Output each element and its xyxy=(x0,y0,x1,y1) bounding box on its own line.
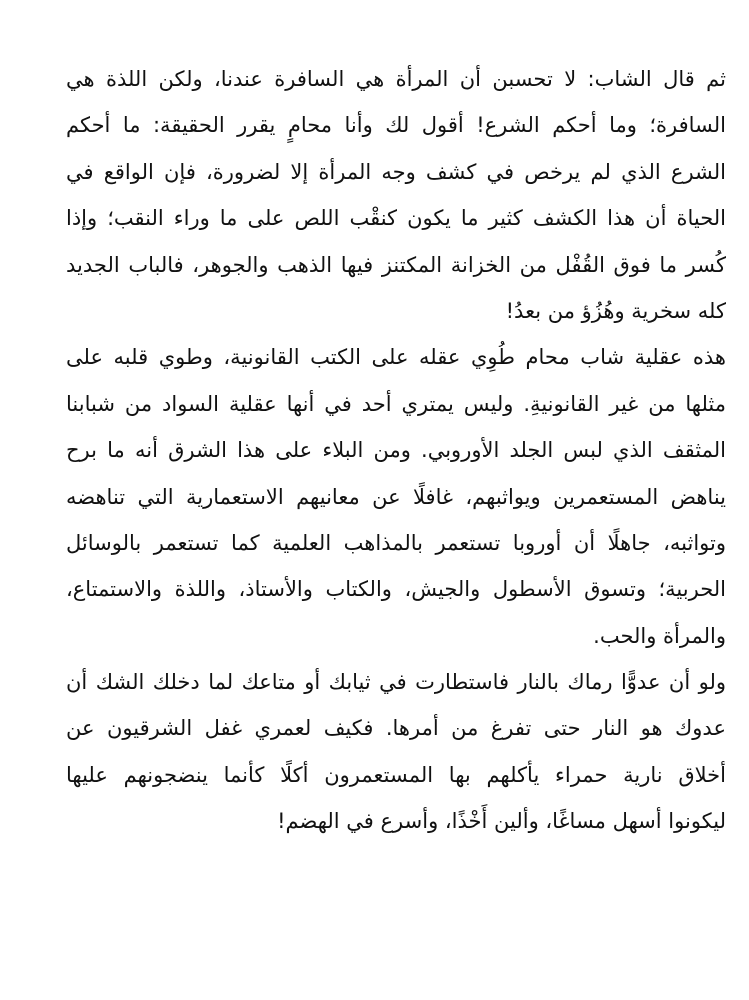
text-line: ولو أن عدوًّا رماك بالنار فاستطارت في ثيابك أو متاعك لما دخلك الشك أن xyxy=(66,670,726,695)
text-line: ثم قال الشاب: لا تحسبن أن المرأة هي السافرة عندنا، ولكن اللذة هي xyxy=(66,67,726,91)
text-line: كله سخرية وهُزُؤ من بعدُ! xyxy=(505,298,726,323)
text-line: أخلاق نارية حمراء يأكلهم بها المستعمرون أكلًا كأنما ينضجونهم عليها xyxy=(66,762,726,787)
paragraph-3 xyxy=(66,659,726,845)
text-line: السافرة؛ وما أحكم الشرع! أقول لك وأنا محامٍ يقرر الحقيقة: ما أحكم xyxy=(66,113,726,138)
paragraph-2 xyxy=(66,334,726,659)
text-line: يناهض المستعمرين ويواثبهم، غافلًا عن معانيهم الاستعمارية التي تناهضه xyxy=(66,484,726,509)
text-line: الحياة أن هذا الكشف كثير ما يكون كنقْب اللص على ما وراء النقب؛ وإذا xyxy=(66,206,726,231)
text-line: كُسر ما فوق القُفْل من الخزانة المكتنز فيها الذهب والجوهر، فالباب الجديد xyxy=(66,252,726,277)
text-line: والمرأة والحب. xyxy=(593,623,726,648)
text-line: هذه عقلية شاب محام طُوِي عقله على الكتب القانونية، وطوي قلبه على xyxy=(66,345,726,370)
text-line: الشرع الذي لم يرخص في كشف وجه المرأة إلا لضرورة، فإن الواقع في xyxy=(66,159,726,184)
text-line: المثقف الذي لبس الجلد الأوروبي. ومن البلاء على هذا الشرق أنه ما برح xyxy=(66,438,726,463)
document-page xyxy=(66,56,726,845)
text-line: ليكونوا أسهل مساغًا، وألين أَخْذًا، وأسرع في الهضم! xyxy=(277,809,726,834)
text-line: وتواثبه، جاهلًا أن أوروبا تستعمر بالمذاهب العلمية كما تستعمر بالوسائل xyxy=(66,530,726,555)
text-line: الحربية؛ وتسوق الأسطول والجيش، والكتاب والأستاذ، واللذة والاستمتاع، xyxy=(66,577,726,602)
paragraph-1 xyxy=(66,56,726,334)
text-line: مثلها من غير القانونيةِ. وليس يمتري أحد في أنها عقلية السواد من شبابنا xyxy=(66,391,726,416)
text-line: عدوك هو النار حتى تفرغ من أمرها. فكيف لعمري غفل الشرقيون عن xyxy=(66,716,726,741)
